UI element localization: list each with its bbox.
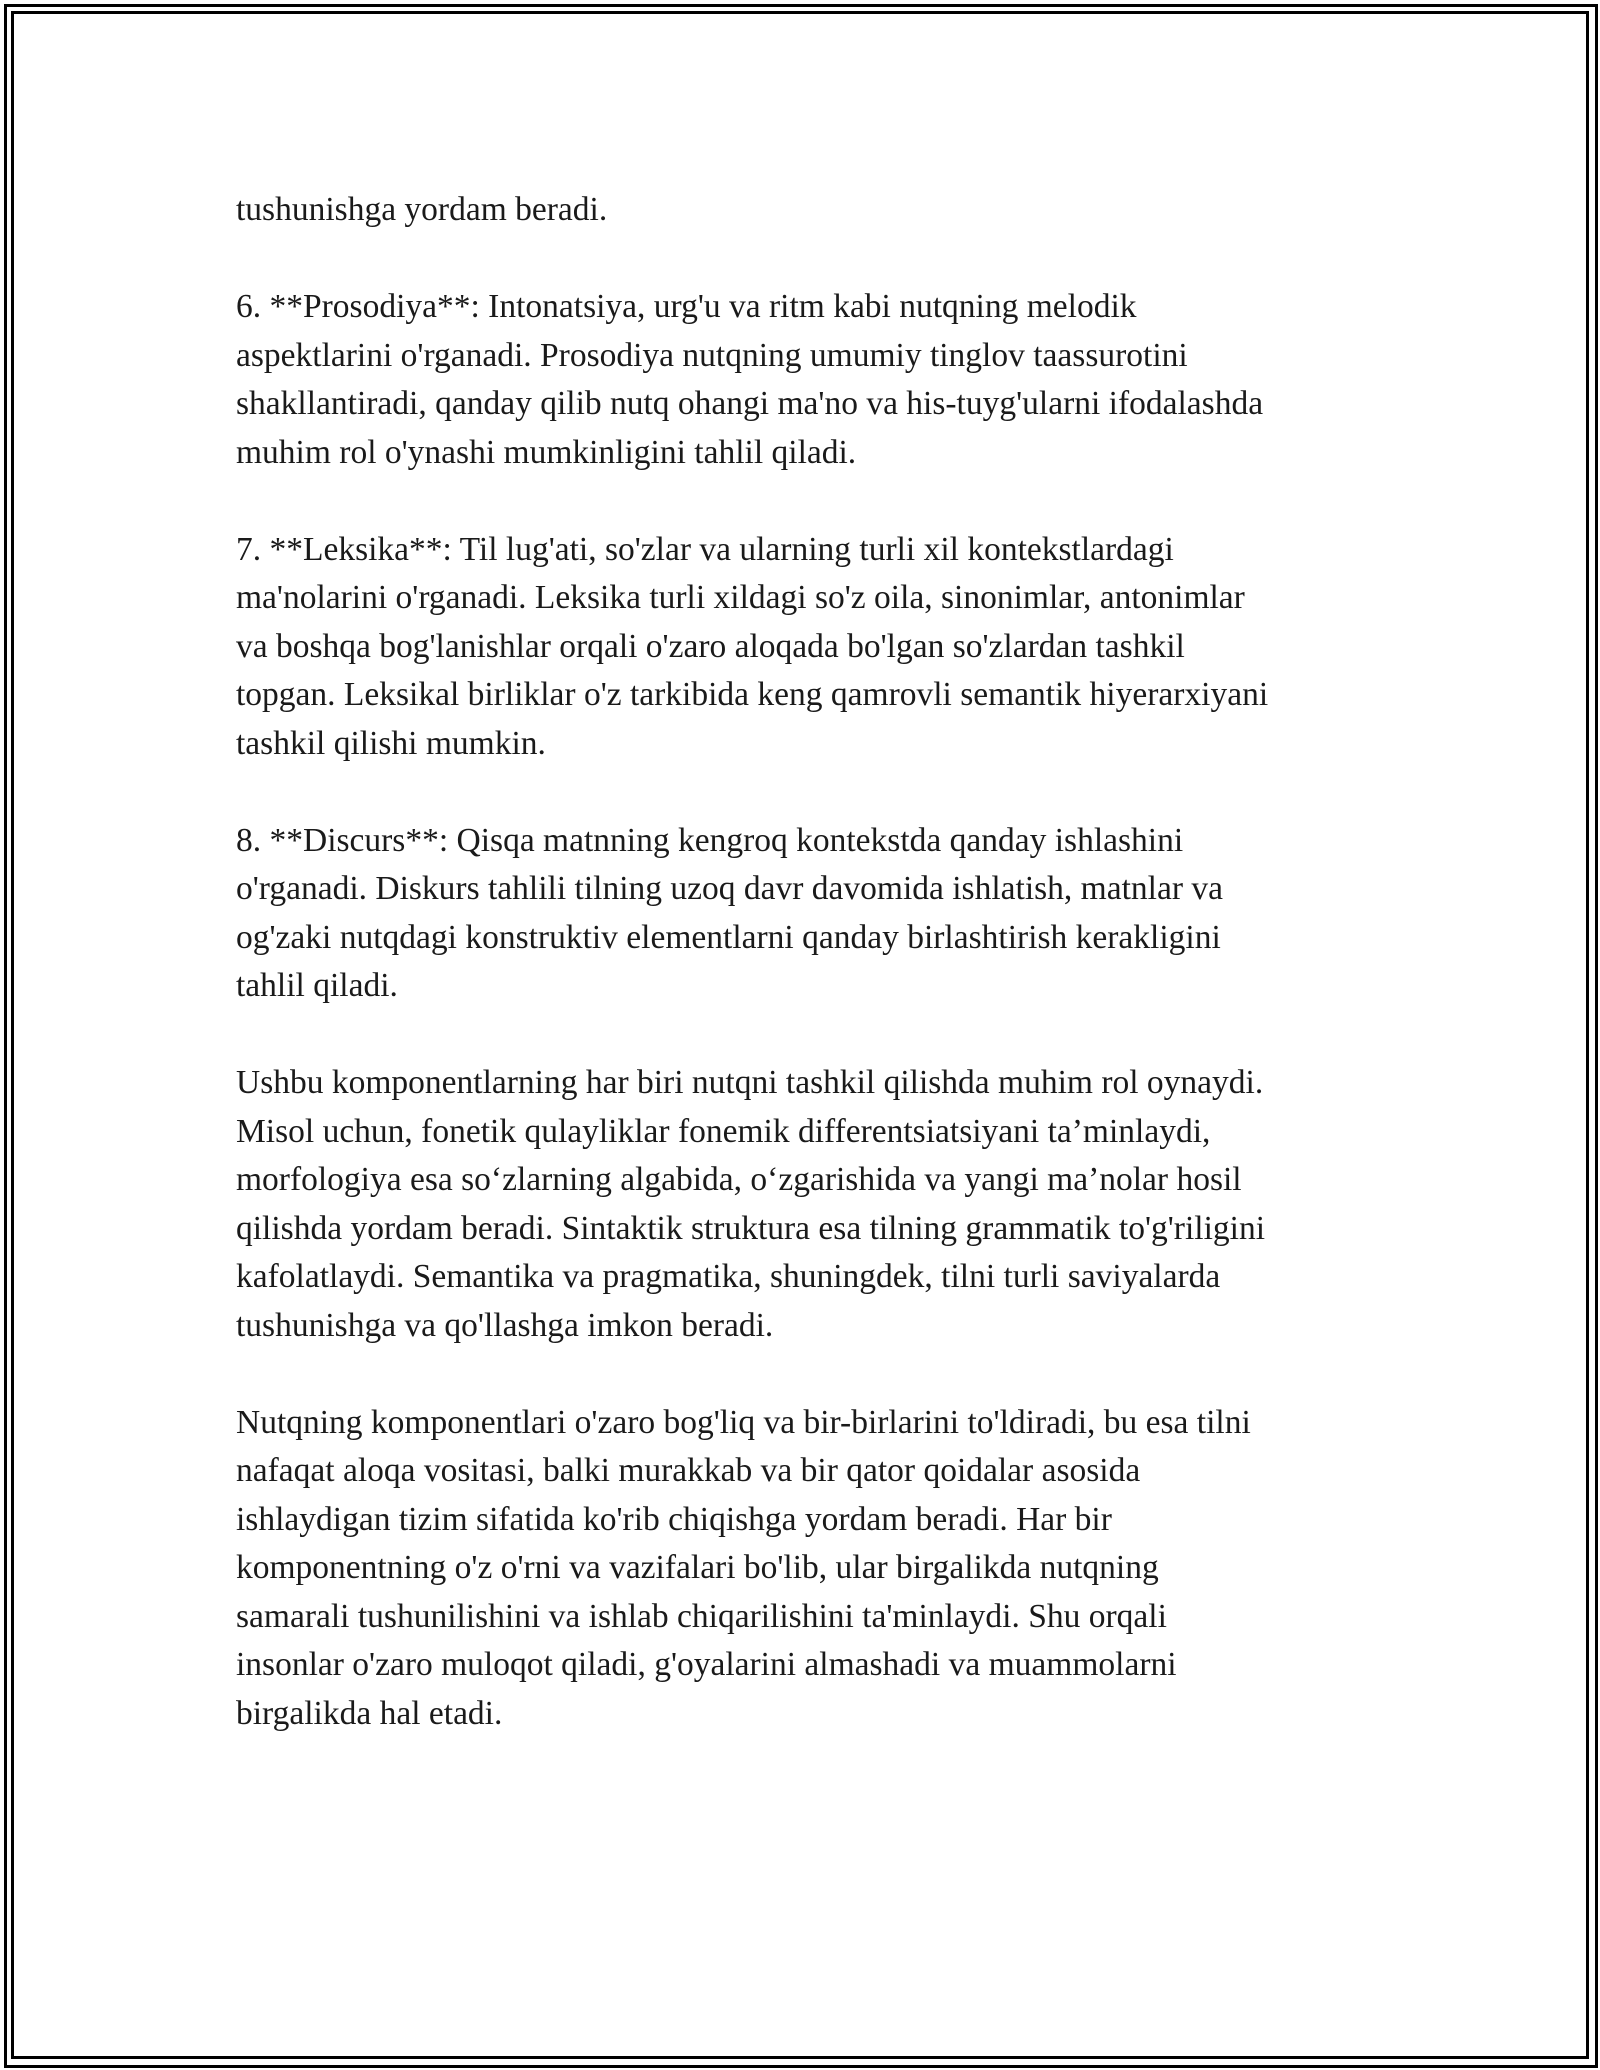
text-line: tushunishga yordam beradi.	[236, 191, 608, 228]
text-line: Ushbu komponentlarning har biri nutqni tashkil qilishda muhim rol oynaydi.	[236, 1064, 1264, 1101]
paragraph-conclusion	[236, 1399, 1376, 1739]
text-line: 7. **Leksika**: Til lug'ati, so'zlar va ularning turli xil kontekstlardagi	[236, 530, 1174, 568]
paragraph-continuation	[236, 186, 1376, 235]
text-line: komponentning o'z o'rni va vazifalari bo'lib, ular birgalikda nutqning	[236, 1549, 1159, 1586]
text-line: morfologiya esa so‘zlarning algabida, o‘zgarishida va yangi ma’nolar hosil	[236, 1161, 1242, 1198]
text-line: o'rganadi. Diskurs tahlili tilning uzoq davr davomida ishlatish, matnlar va	[236, 870, 1223, 907]
text-line: va boshqa bog'lanishlar orqali o'zaro aloqada bo'lgan so'zlardan tashkil	[236, 627, 1185, 665]
text-line: og'zaki nutqdagi konstruktiv elementlarni qanday birlashtirish kerakligini	[236, 918, 1221, 956]
text-line: ma'nolarini o'rganadi. Leksika turli xildagi so'z oila, sinonimlar, antonimlar	[236, 579, 1245, 616]
text-line: 8. **Discurs**: Qisqa matnning kengroq kontekstda qanday ishlashini	[236, 821, 1184, 859]
text-line: ishlaydigan tizim sifatida ko'rib chiqishga yordam beradi. Har bir	[236, 1500, 1112, 1538]
text-line: Misol uchun, fonetik qulayliklar fonemik differentsiatsiyani ta’minlaydi,	[236, 1112, 1211, 1150]
paragraph-discurs	[236, 817, 1376, 1011]
document-body	[236, 186, 1376, 1787]
text-line: muhim rol o'ynashi mumkinligini tahlil qiladi.	[236, 433, 857, 471]
text-line: shakllantiradi, qanday qilib nutq ohangi ma'no va his-tuyg'ularni ifodalashda	[236, 385, 1264, 422]
text-line: tushunishga va qo'llashga imkon beradi.	[236, 1306, 774, 1344]
text-line: kafolatlaydi. Semantika va pragmatika, shuningdek, tilni turli saviyalarda	[236, 1258, 1221, 1295]
paragraph-summary	[236, 1059, 1376, 1350]
text-line: tashkil qilishi mumkin.	[236, 724, 546, 762]
text-line: nafaqat aloqa vositasi, balki murakkab va bir qator qoidalar asosida	[236, 1452, 1141, 1489]
text-line: Nutqning komponentlari o'zaro bog'liq va bir-birlarini to'ldiradi, bu esa tilni	[236, 1403, 1251, 1441]
paragraph-leksika	[236, 526, 1376, 769]
text-line: qilishda yordam beradi. Sintaktik struktura esa tilning grammatik to'g'riligini	[236, 1209, 1265, 1247]
text-line: tahlil qiladi.	[236, 967, 398, 1004]
text-line: 6. **Prosodiya**: Intonatsiya, urg'u va ritm kabi nutqning melodik	[236, 288, 1137, 325]
text-line: aspektlarini o'rganadi. Prosodiya nutqning umumiy tinglov taassurotini	[236, 336, 1188, 374]
text-line: insonlar o'zaro muloqot qiladi, g'oyalarini almashadi va muammolarni	[236, 1646, 1177, 1683]
text-line: samarali tushunilishini va ishlab chiqarilishini ta'minlaydi. Shu orqali	[236, 1597, 1167, 1635]
text-line: topgan. Leksikal birliklar o'z tarkibida keng qamrovli semantik hiyerarxiyani	[236, 676, 1269, 713]
text-line: birgalikda hal etadi.	[236, 1694, 503, 1732]
paragraph-prosodiya	[236, 283, 1376, 477]
